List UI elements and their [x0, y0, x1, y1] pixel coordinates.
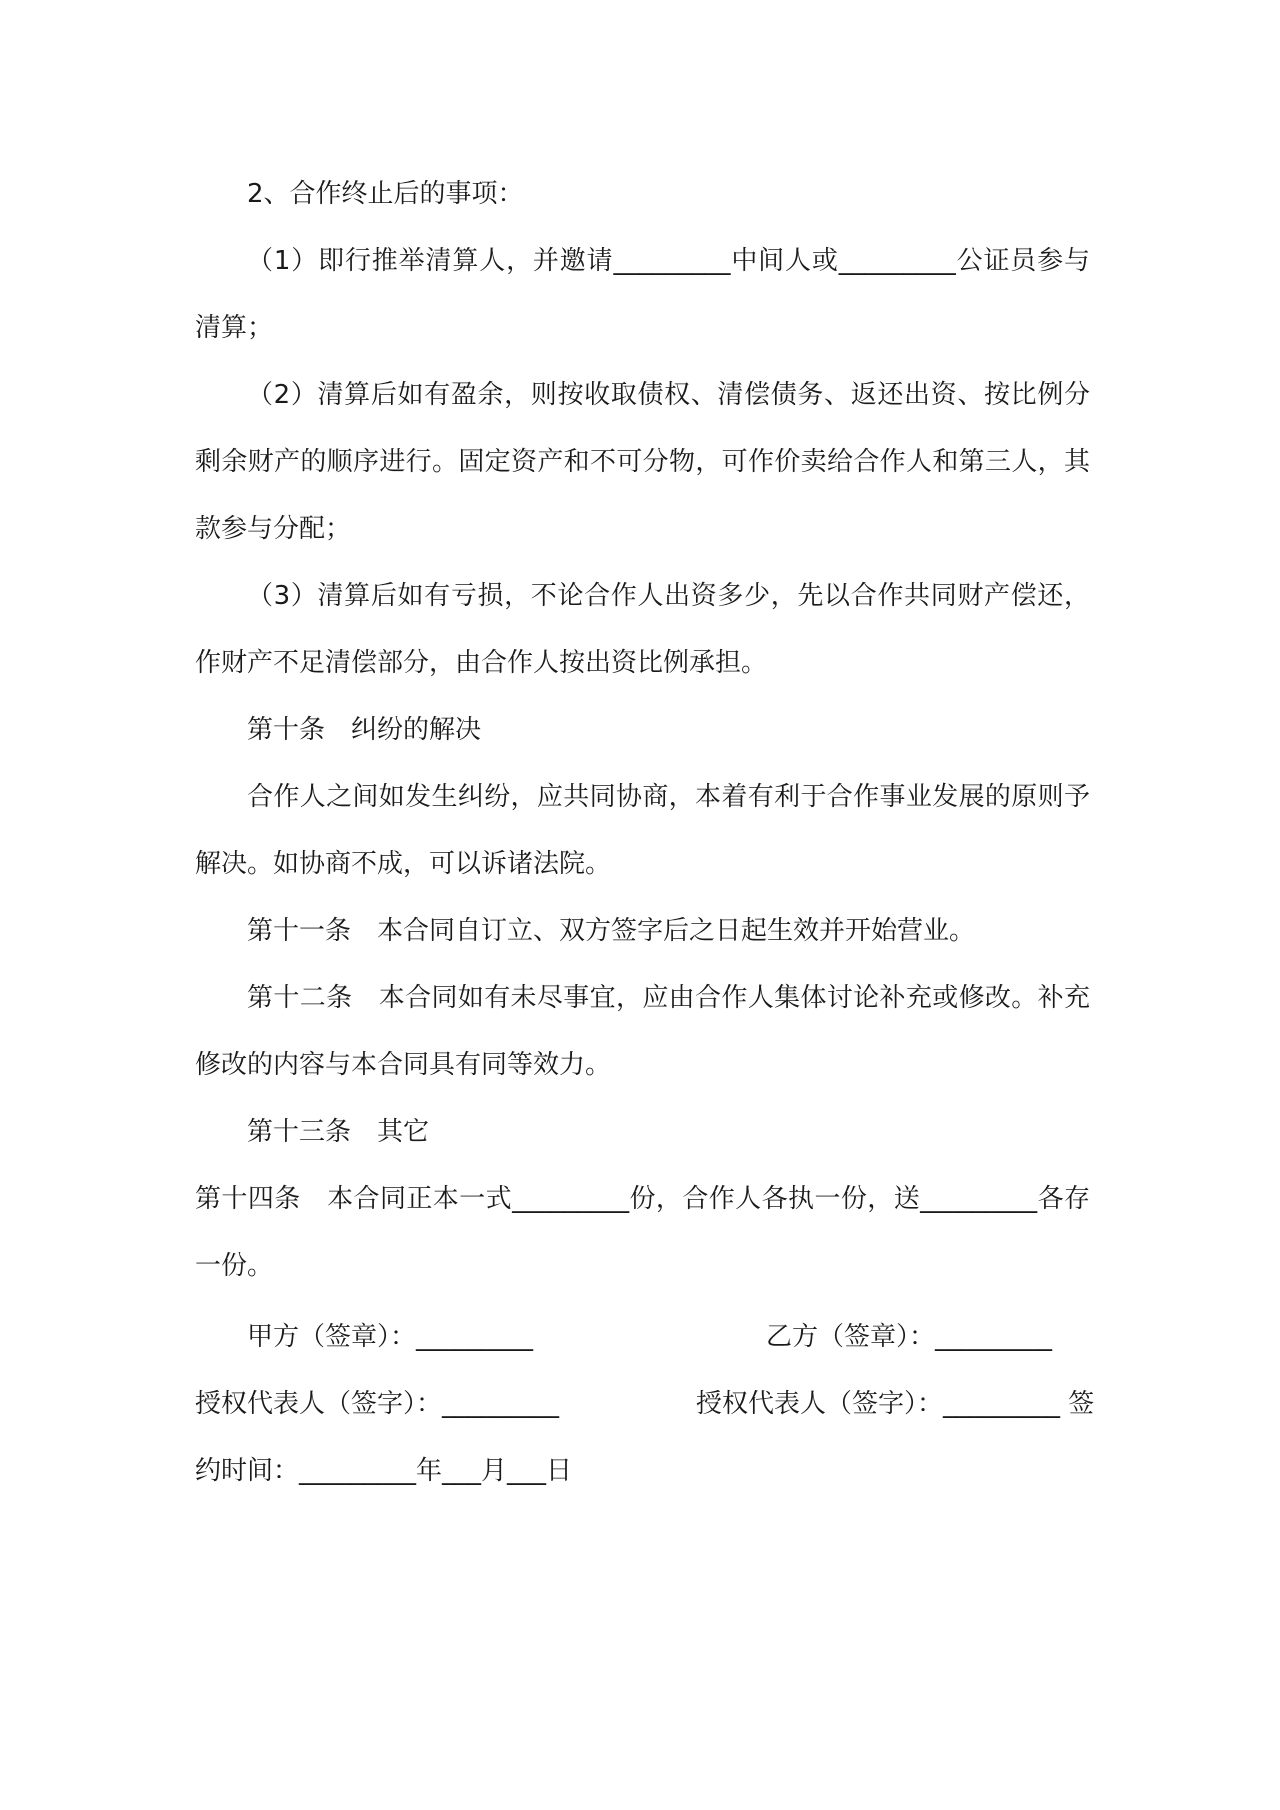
paragraph-line: 款参与分配；	[195, 514, 352, 544]
paragraph-line: 解决。如协商不成，可以诉诸法院。	[195, 849, 612, 879]
party-b-signature: 乙方（签章）：_________	[766, 1322, 1053, 1352]
paragraph-line: （2）清算后如有盈余，则按收取债权、清偿债务、返还出资、按比例分	[247, 380, 1090, 410]
section-heading: 2、合作终止后的事项：	[247, 179, 524, 209]
party-a-representative: 授权代表人（签字）：_________	[195, 1389, 560, 1419]
party-b-representative: 授权代表人（签字）：_________ 签	[696, 1389, 1095, 1419]
paragraph-line: （1）即行推举清算人，并邀请_________中间人或_________公证员参与	[247, 246, 1090, 276]
article-heading: 第十三条 其它	[247, 1117, 430, 1147]
article-line: 第十二条 本合同如有未尽事宜，应由合作人集体讨论补充或修改。补充	[247, 983, 1090, 1013]
paragraph-line: 合作人之间如发生纠纷，应共同协商，本着有利于合作事业发展的原则予	[247, 782, 1090, 812]
paragraph-line: 作财产不足清偿部分，由合作人按出资比例承担。	[195, 648, 768, 678]
paragraph-line: 清算；	[195, 313, 274, 343]
signing-date: 约时间：_________年___月___日	[195, 1456, 573, 1486]
paragraph-line: （3）清算后如有亏损，不论合作人出资多少，先以合作共同财产偿还，	[247, 581, 1090, 611]
article-heading: 第十条 纠纷的解决	[247, 715, 482, 745]
article-line: 第十四条 本合同正本一式_________份，合作人各执一份，送_________各存	[195, 1184, 1090, 1214]
paragraph-line: 修改的内容与本合同具有同等效力。	[195, 1050, 612, 1080]
paragraph-line: 一份。	[195, 1251, 274, 1281]
paragraph-line: 剩余财产的顺序进行。固定资产和不可分物，可作价卖给合作人和第三人，其	[195, 447, 1090, 477]
party-a-signature: 甲方（签章）：_________	[247, 1322, 534, 1352]
article-line: 第十一条 本合同自订立、双方签字后之日起生效并开始营业。	[247, 916, 976, 946]
